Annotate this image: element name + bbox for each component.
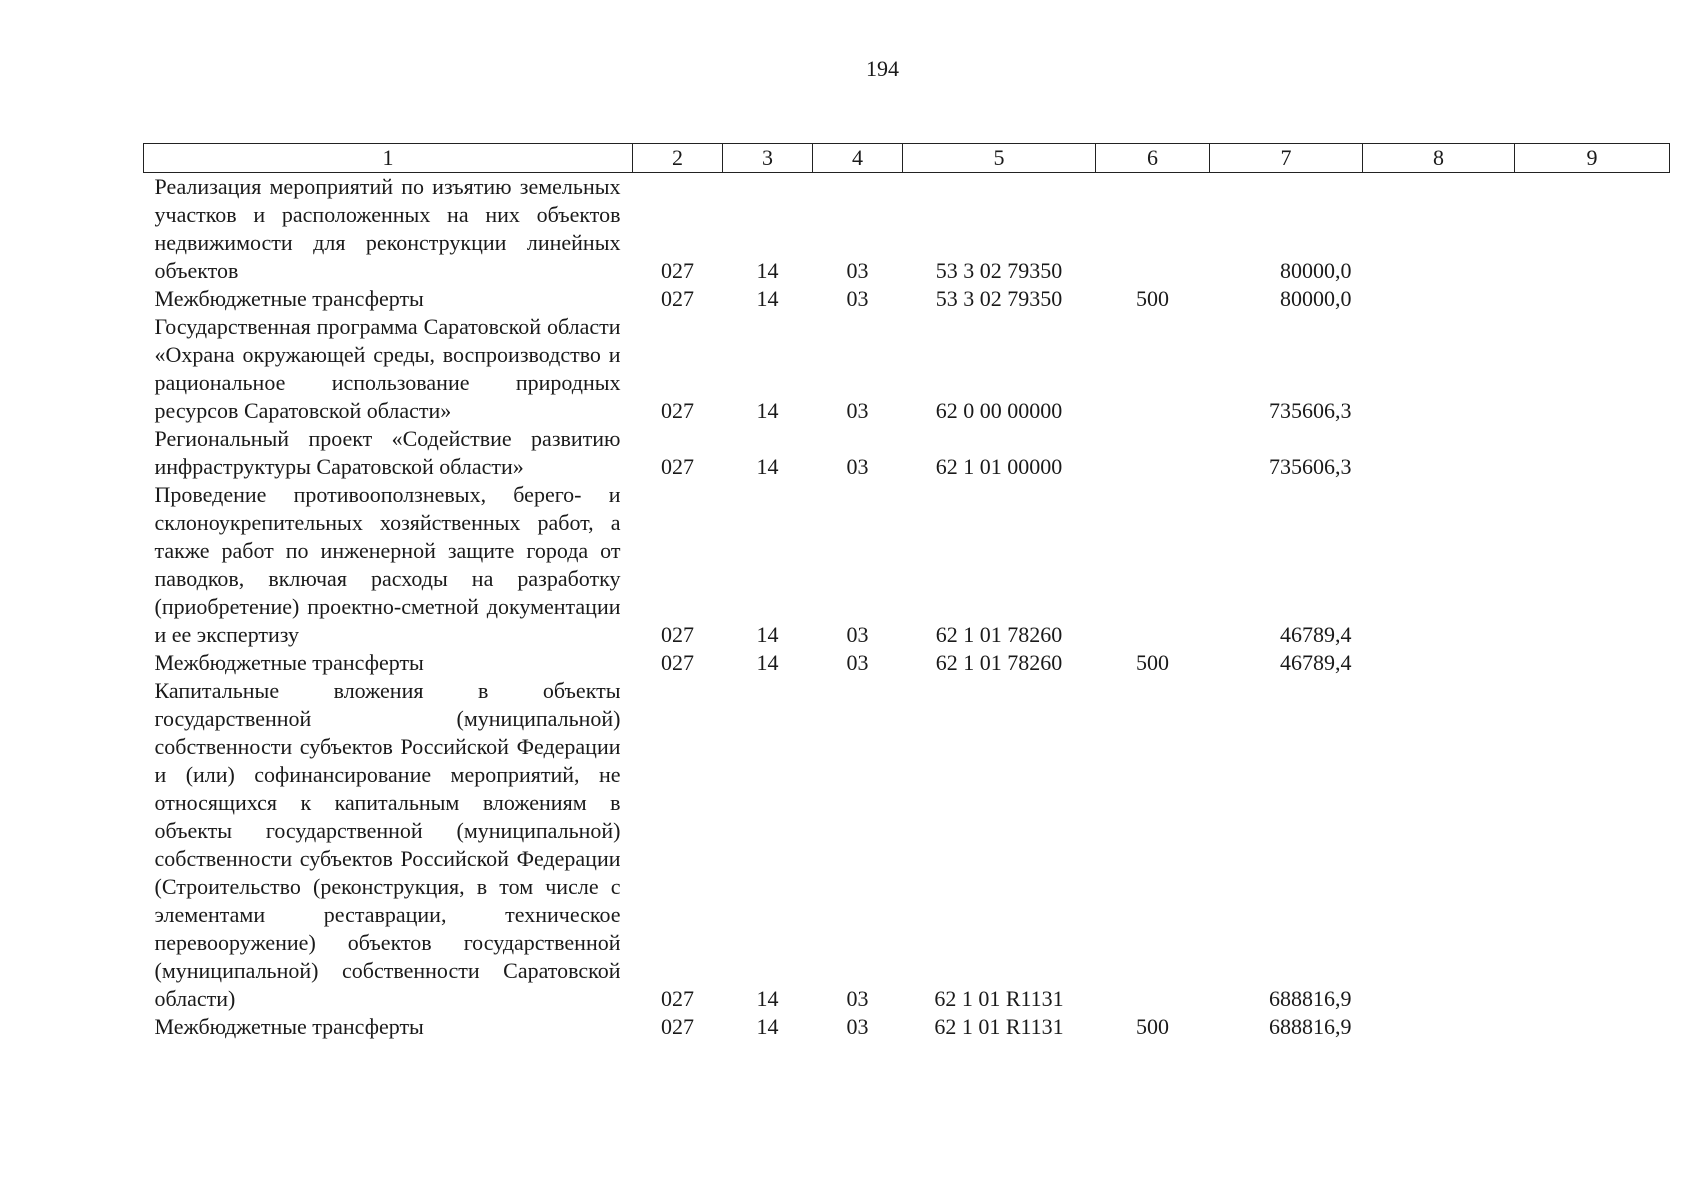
- row-ministry: 027: [661, 650, 694, 675]
- row-subsection: 03: [846, 398, 869, 423]
- row-subsection: 03: [846, 258, 869, 283]
- row-col8: [1363, 677, 1515, 1013]
- row-ministry: 027: [661, 398, 694, 423]
- table-row: [144, 1013, 1670, 1041]
- row-name: Региональный проект «Содействие развитию инфраструктуры Саратовской области»: [154, 426, 621, 479]
- table-row: [144, 677, 1670, 1013]
- row-section: 14: [756, 622, 779, 647]
- row-section: 14: [756, 1014, 779, 1039]
- row-amount: 735606,3: [1269, 454, 1352, 479]
- column-header-1: 1: [144, 144, 633, 173]
- table-row: [144, 313, 1670, 425]
- row-amount: 735606,3: [1269, 398, 1352, 423]
- row-section: 14: [756, 258, 779, 283]
- row-name: Капитальные вложения в объекты государственной (муниципальной) собственности субъектов Российской Федерации и (или) софинансирование мероприятий, не относящихся к капитальным вложениям в объекты государственной (муниципальной) собственности субъектов Российской Федерации (Строительство (реконструкция, в том числе с элементами реставрации, техническое перевооружение) объектов государственной (муниципальной) собственности Саратовской области): [154, 678, 621, 1011]
- row-target: 62 1 01 R1131: [934, 1014, 1064, 1039]
- row-ministry: 027: [661, 986, 694, 1011]
- row-target: 62 1 01 00000: [935, 454, 1063, 479]
- row-col9: [1515, 481, 1670, 649]
- row-amount: 688816,9: [1269, 1014, 1352, 1039]
- column-header-5: 5: [903, 144, 1096, 173]
- row-ministry: 027: [661, 454, 694, 479]
- row-subsection: 03: [846, 1014, 869, 1039]
- row-kind: [1096, 313, 1210, 425]
- column-header-6: 6: [1096, 144, 1210, 173]
- column-header-3: 3: [723, 144, 813, 173]
- row-section: 14: [756, 454, 779, 479]
- column-header-9: 9: [1515, 144, 1670, 173]
- table-header-row: [144, 144, 1670, 173]
- row-amount: 46789,4: [1280, 650, 1352, 675]
- row-ministry: 027: [661, 622, 694, 647]
- row-name: Межбюджетные трансферты: [154, 1014, 424, 1039]
- row-col8: [1363, 481, 1515, 649]
- row-target: 62 0 00 00000: [935, 398, 1063, 423]
- column-header-8: 8: [1363, 144, 1515, 173]
- row-target: 62 1 01 78260: [935, 650, 1063, 675]
- row-col9: [1515, 285, 1670, 313]
- row-col9: [1515, 173, 1670, 286]
- column-header-7: 7: [1210, 144, 1363, 173]
- row-target: 62 1 01 R1131: [934, 986, 1064, 1011]
- row-kind: 500: [1136, 286, 1169, 311]
- row-section: 14: [756, 286, 779, 311]
- column-header-2: 2: [633, 144, 723, 173]
- column-header-4: 4: [813, 144, 903, 173]
- row-section: 14: [756, 986, 779, 1011]
- row-col9: [1515, 1013, 1670, 1041]
- page-number: 194: [866, 56, 899, 81]
- row-ministry: 027: [661, 1014, 694, 1039]
- table-row: [144, 173, 1670, 286]
- row-ministry: 027: [661, 258, 694, 283]
- row-subsection: 03: [846, 286, 869, 311]
- row-col8: [1363, 313, 1515, 425]
- row-subsection: 03: [846, 650, 869, 675]
- row-kind: [1096, 425, 1210, 481]
- row-col9: [1515, 649, 1670, 677]
- row-kind: [1096, 481, 1210, 649]
- row-section: 14: [756, 650, 779, 675]
- table-row: [144, 649, 1670, 677]
- row-target: 62 1 01 78260: [935, 622, 1063, 647]
- row-subsection: 03: [846, 454, 869, 479]
- row-name: Межбюджетные трансферты: [154, 286, 424, 311]
- row-kind: [1096, 173, 1210, 286]
- row-ministry: 027: [661, 286, 694, 311]
- row-col9: [1515, 313, 1670, 425]
- row-amount: 80000,0: [1280, 258, 1352, 283]
- row-col8: [1363, 649, 1515, 677]
- row-name: Проведение противооползневых, берего- и склоноукрепительных хозяйственных работ, а также работ по инженерной защите города от паводков, включая расходы на разработку (приобретение) проектно-сметной документации и ее экспертизу: [154, 482, 621, 647]
- row-subsection: 03: [846, 986, 869, 1011]
- row-subsection: 03: [846, 622, 869, 647]
- row-amount: 688816,9: [1269, 986, 1352, 1011]
- row-col9: [1515, 425, 1670, 481]
- row-kind: [1096, 677, 1210, 1013]
- row-col8: [1363, 285, 1515, 313]
- row-col8: [1363, 425, 1515, 481]
- row-kind: 500: [1136, 650, 1169, 675]
- row-col8: [1363, 1013, 1515, 1041]
- row-amount: 46789,4: [1280, 622, 1352, 647]
- budget-table: [143, 143, 1670, 1041]
- row-amount: 80000,0: [1280, 286, 1352, 311]
- row-kind: 500: [1136, 1014, 1169, 1039]
- row-col9: [1515, 677, 1670, 1013]
- row-name: Межбюджетные трансферты: [154, 650, 424, 675]
- row-target: 53 3 02 79350: [935, 286, 1063, 311]
- table-row: [144, 481, 1670, 649]
- row-name: Реализация мероприятий по изъятию земельных участков и расположенных на них объектов недвижимости для реконструкции линейных объектов: [154, 174, 621, 283]
- row-name: Государственная программа Саратовской области «Охрана окружающей среды, воспроизводство и рациональное использование природных ресурсов Саратовской области»: [154, 314, 621, 423]
- row-section: 14: [756, 398, 779, 423]
- row-col8: [1363, 173, 1515, 286]
- table-row: [144, 285, 1670, 313]
- row-target: 53 3 02 79350: [935, 258, 1063, 283]
- table-row: [144, 425, 1670, 481]
